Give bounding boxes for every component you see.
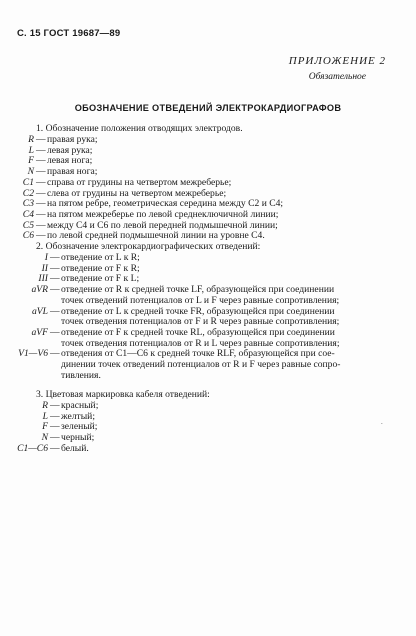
page-header: С. 15 ГОСТ 19687—89 [17, 28, 121, 39]
document-title: ОБОЗНАЧЕНИЕ ОТВЕДЕНИЙ ЭЛЕКТРОКАРДИОГРАФОВ [74, 103, 342, 113]
s1-text: слева от грудины на четвертом межреберье; [47, 187, 227, 199]
s3-text: красный; [61, 400, 99, 411]
s3-text: белый. [61, 442, 89, 454]
s1-text: левая рука; [47, 144, 93, 156]
annex-subtitle: Обязательное [308, 72, 367, 82]
s2-text: отведение от R к средней точке LF, образующейся при соединении [61, 284, 335, 296]
s1-label: F [28, 155, 34, 167]
s2-text-cont: тивления. [61, 369, 101, 381]
s2-text: отведение от F к L; [61, 273, 140, 285]
s2-label: V1—V6 [18, 348, 48, 360]
s1-text: по левой средней подмышечной линии на уровне C4. [47, 230, 265, 242]
s3-text: зеленый; [61, 421, 98, 433]
s2-label: III [38, 273, 48, 285]
section1-heading: 1. Обозначение положения отводящих электродов. [36, 123, 243, 134]
s2-label: aVF [31, 326, 48, 338]
s1-label: C5 [22, 219, 34, 231]
s1-text: правая рука; [47, 134, 98, 145]
s2-text: отведения от C1—C6 к средней точке RLF, образующейся при сое- [61, 348, 335, 360]
s1-label: C4 [22, 208, 34, 220]
s1-label: C2 [22, 187, 34, 199]
s2-text: отведение от L к средней точке FR, образующейся при соединении [61, 305, 335, 317]
s3-label: F [42, 421, 48, 433]
s2-label: II [41, 262, 48, 274]
s3-label: R [42, 400, 48, 411]
s1-text: на пятом межреберье по левой среднеключичной линии; [47, 208, 279, 220]
s3-text: желтый; [61, 410, 95, 422]
section3-heading: 3. Цветовая маркировка кабеля отведений: [36, 389, 210, 400]
s1-label: N [27, 166, 34, 178]
s1-text: на пятом ребре, геометрическая середина между C2 и C4; [47, 198, 284, 210]
s1-label: C3 [22, 198, 34, 210]
section2-heading: 2. Обозначение электрокардиографических отведений: [36, 241, 261, 252]
document-page: С. 15 ГОСТ 19687—89 ПРИЛОЖЕНИЕ 2 Обязательное ОБОЗНАЧЕНИЕ ОТВЕДЕНИЙ ЭЛЕКТРОКАРДИОГРАФОВ 1. Обозначение положения отводящих электродов. R — правая рука; L — левая рука; F — левая нога; N — правая нога; C1 — справа от грудины на четвертом межреберье; C2 — слева от грудины на четвертом межреберье; C3 — на пятом ребре, геометрическая середина между C2 и C4; C4 — на пятом межреберье по левой среднеключичной линии; C5 — между C4 и C6 по левой передней подмышечной линии; C6 — по левой средней подмышечной линии на уровне C4. 2. Обозначение электрокардиографических отведений: I — отведение от L к R; II — отведение от F к R; III — отведение от F к L; aVR — отведение от R к средней точке LF, образующейся при соединении точек отведений потенциалов от L и F через равные сопротивления; aVL — отведение от L к средней точке FR, образующейся при соединении точек отведения потенциалов от F и R через равные сопротивления; aVF — отведение от F к средней точке RL, образующейся при соединении точек отведения потенциалов от R и L через равные сопротивления; V1—V6 — отведения от C1—C6 к средней точке RLF, образующейся при сое- динении точек отведений потенциалов от R и F через равные сопро- тивления. 3. Цветовая маркировка кабеля отведений: R — красный; L — желтый; F — зеленый; N — черный; C1—C6 — белый. . [0, 0, 416, 636]
s2-text: отведение от F к R; [61, 262, 140, 274]
annex-title: ПРИЛОЖЕНИЕ 2 [288, 55, 386, 67]
s3-label: N [41, 432, 48, 444]
s2-label: aVR [31, 284, 48, 296]
s2-label: I [44, 252, 48, 263]
s3-text: черный; [61, 432, 95, 444]
s1-text: правая нога; [47, 166, 98, 178]
s1-label: C6 [22, 230, 34, 242]
s2-text-cont: точек отведения потенциалов от R и L через равные сопротивления; [61, 337, 340, 349]
s2-text-cont: динении точек отведений потенциалов от R и F через равные сопро- [61, 359, 341, 370]
s3-label: C1—C6 [17, 442, 48, 454]
s1-label: R [28, 134, 34, 145]
s2-label: aVL [32, 305, 48, 317]
annex-block [289, 55, 386, 82]
s2-text: отведение от L к R; [61, 252, 140, 263]
s2-text-cont: точек отведений потенциалов от L и F через равные сопротивления; [61, 294, 340, 306]
s2-text-cont: точек отведения потенциалов от F и R через равные сопротивления; [61, 316, 340, 328]
s3-label: L [42, 410, 48, 422]
s1-label: C1 [22, 176, 34, 188]
s1-label: L [28, 144, 34, 156]
scan-speck: . [381, 418, 383, 426]
s1-text: справа от грудины на четвертом межреберье; [47, 176, 232, 188]
s1-text: между C4 и C6 по левой передней подмышечной линии; [47, 219, 278, 231]
s1-text: левая нога; [47, 155, 93, 167]
s2-text: отведение от F к средней точке RL, образующейся при соединении [61, 326, 335, 338]
